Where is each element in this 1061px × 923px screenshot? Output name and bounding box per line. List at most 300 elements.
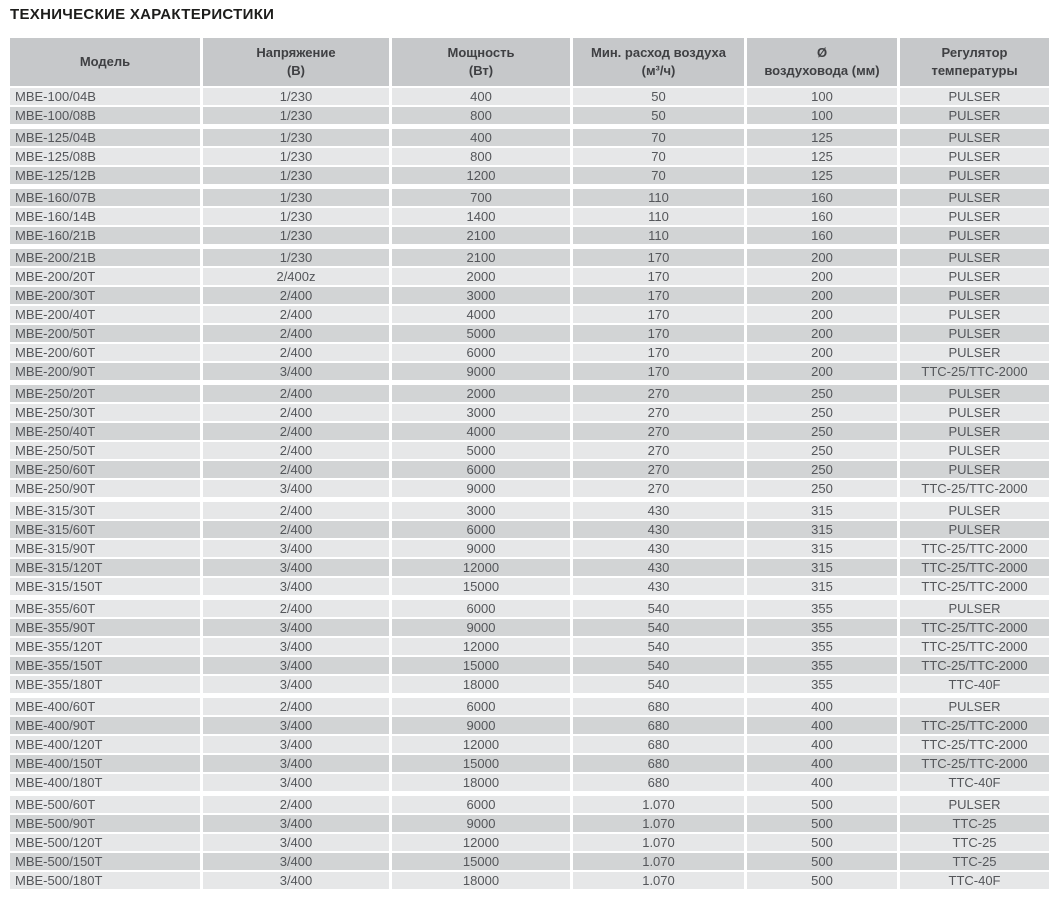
cell-power: 5000	[392, 442, 570, 459]
cell-airflow: 540	[573, 657, 744, 674]
cell-regulator: PULSER	[900, 461, 1049, 478]
cell-model: MBE-400/60T	[10, 698, 200, 715]
cell-model: MBE-355/90T	[10, 619, 200, 636]
cell-diameter: 200	[747, 363, 897, 380]
cell-model: MBE-355/150T	[10, 657, 200, 674]
cell-model: MBE-315/60T	[10, 521, 200, 538]
cell-diameter: 400	[747, 755, 897, 772]
cell-diameter: 500	[747, 815, 897, 832]
cell-airflow: 680	[573, 774, 744, 791]
column-header-regulator	[900, 38, 1049, 86]
cell-regulator: PULSER	[900, 404, 1049, 421]
table-row	[10, 287, 1052, 304]
cell-voltage: 3/400	[203, 676, 389, 693]
table-row	[10, 167, 1052, 184]
cell-airflow: 680	[573, 717, 744, 734]
cell-power: 18000	[392, 872, 570, 889]
column-header-unit: (м³/ч)	[641, 62, 676, 78]
cell-airflow: 270	[573, 423, 744, 440]
cell-voltage: 2/400	[203, 404, 389, 421]
cell-airflow: 430	[573, 521, 744, 538]
cell-model: MBE-500/120T	[10, 834, 200, 851]
table-row	[10, 480, 1052, 497]
cell-regulator: PULSER	[900, 189, 1049, 206]
cell-regulator: PULSER	[900, 306, 1049, 323]
cell-model: MBE-250/20T	[10, 385, 200, 402]
cell-voltage: 1/230	[203, 107, 389, 124]
cell-diameter: 315	[747, 578, 897, 595]
cell-voltage: 3/400	[203, 540, 389, 557]
cell-model: MBE-400/90T	[10, 717, 200, 734]
cell-airflow: 1.070	[573, 853, 744, 870]
cell-voltage: 2/400	[203, 698, 389, 715]
cell-diameter: 500	[747, 872, 897, 889]
cell-diameter: 200	[747, 249, 897, 266]
table-row	[10, 717, 1052, 734]
cell-voltage: 3/400	[203, 834, 389, 851]
cell-voltage: 3/400	[203, 736, 389, 753]
cell-power: 9000	[392, 717, 570, 734]
cell-regulator: TTC-25/TTC-2000	[900, 578, 1049, 595]
cell-voltage: 2/400	[203, 502, 389, 519]
cell-diameter: 250	[747, 480, 897, 497]
column-header-voltage	[203, 38, 389, 86]
cell-voltage: 3/400	[203, 755, 389, 772]
cell-power: 5000	[392, 325, 570, 342]
cell-voltage: 3/400	[203, 774, 389, 791]
cell-diameter: 100	[747, 107, 897, 124]
cell-model: MBE-200/60T	[10, 344, 200, 361]
cell-voltage: 2/400	[203, 325, 389, 342]
cell-model: MBE-315/150T	[10, 578, 200, 595]
cell-voltage: 2/400	[203, 344, 389, 361]
cell-model: MBE-355/180T	[10, 676, 200, 693]
cell-model: MBE-315/90T	[10, 540, 200, 557]
cell-airflow: 430	[573, 559, 744, 576]
cell-model: MBE-400/180T	[10, 774, 200, 791]
cell-voltage: 2/400	[203, 306, 389, 323]
cell-power: 400	[392, 129, 570, 146]
table-row	[10, 698, 1052, 715]
cell-model: MBE-125/12B	[10, 167, 200, 184]
cell-model: MBE-125/04B	[10, 129, 200, 146]
table-row	[10, 227, 1052, 244]
column-header-label: Напряжение	[256, 45, 336, 61]
cell-model: MBE-160/14B	[10, 208, 200, 225]
cell-regulator: PULSER	[900, 107, 1049, 124]
cell-regulator: PULSER	[900, 600, 1049, 617]
cell-power: 9000	[392, 540, 570, 557]
cell-power: 18000	[392, 774, 570, 791]
cell-power: 800	[392, 107, 570, 124]
cell-regulator: PULSER	[900, 796, 1049, 813]
table-row	[10, 107, 1052, 124]
cell-voltage: 3/400	[203, 480, 389, 497]
cell-voltage: 2/400	[203, 461, 389, 478]
cell-diameter: 125	[747, 167, 897, 184]
cell-diameter: 160	[747, 189, 897, 206]
cell-power: 1400	[392, 208, 570, 225]
cell-power: 12000	[392, 834, 570, 851]
cell-power: 18000	[392, 676, 570, 693]
cell-voltage: 3/400	[203, 872, 389, 889]
table-row	[10, 461, 1052, 478]
column-header-unit: воздуховода (мм)	[764, 62, 880, 78]
cell-regulator: TTC-25/TTC-2000	[900, 480, 1049, 497]
table-row	[10, 249, 1052, 266]
cell-power: 6000	[392, 461, 570, 478]
spec-table	[10, 38, 1052, 889]
cell-power: 400	[392, 88, 570, 105]
model-group-5	[10, 502, 1052, 595]
column-header-unit: температуры	[931, 62, 1018, 78]
table-row	[10, 189, 1052, 206]
column-header-label: Мин. расход воздуха	[591, 45, 726, 61]
cell-voltage: 1/230	[203, 88, 389, 105]
page-title: ТЕХНИЧЕСКИЕ ХАРАКТЕРИСТИКИ	[10, 6, 275, 23]
cell-airflow: 50	[573, 107, 744, 124]
table-row	[10, 385, 1052, 402]
cell-voltage: 2/400	[203, 423, 389, 440]
table-row	[10, 325, 1052, 342]
cell-power: 6000	[392, 698, 570, 715]
cell-regulator: PULSER	[900, 227, 1049, 244]
cell-power: 6000	[392, 521, 570, 538]
cell-regulator: TTC-25/TTC-2000	[900, 657, 1049, 674]
table-row	[10, 559, 1052, 576]
cell-airflow: 70	[573, 167, 744, 184]
cell-airflow: 540	[573, 619, 744, 636]
cell-diameter: 355	[747, 676, 897, 693]
cell-airflow: 430	[573, 540, 744, 557]
model-group-2	[10, 189, 1052, 244]
table-row	[10, 774, 1052, 791]
cell-airflow: 170	[573, 363, 744, 380]
cell-voltage: 3/400	[203, 638, 389, 655]
cell-power: 15000	[392, 657, 570, 674]
column-header-label: Модель	[79, 53, 131, 69]
cell-power: 1200	[392, 167, 570, 184]
table-row	[10, 638, 1052, 655]
cell-diameter: 500	[747, 834, 897, 851]
cell-voltage: 1/230	[203, 129, 389, 146]
cell-regulator: TTC-25	[900, 834, 1049, 851]
cell-regulator: PULSER	[900, 148, 1049, 165]
cell-diameter: 500	[747, 853, 897, 870]
column-header-label: Регулятор	[941, 45, 1008, 61]
model-group-0	[10, 88, 1052, 124]
cell-model: MBE-315/120T	[10, 559, 200, 576]
model-group-1	[10, 129, 1052, 184]
table-row	[10, 853, 1052, 870]
cell-power: 6000	[392, 600, 570, 617]
column-header-unit: (Вт)	[468, 62, 494, 78]
cell-regulator: PULSER	[900, 521, 1049, 538]
cell-regulator: PULSER	[900, 698, 1049, 715]
cell-diameter: 250	[747, 442, 897, 459]
table-row	[10, 796, 1052, 813]
cell-model: MBE-250/60T	[10, 461, 200, 478]
column-header-airflow	[573, 38, 744, 86]
cell-airflow: 110	[573, 208, 744, 225]
cell-diameter: 400	[747, 774, 897, 791]
cell-voltage: 3/400	[203, 815, 389, 832]
cell-model: MBE-355/120T	[10, 638, 200, 655]
cell-airflow: 540	[573, 600, 744, 617]
table-header-row	[10, 38, 1052, 86]
cell-airflow: 270	[573, 442, 744, 459]
table-row	[10, 676, 1052, 693]
cell-voltage: 2/400	[203, 287, 389, 304]
cell-model: MBE-200/40T	[10, 306, 200, 323]
cell-diameter: 250	[747, 461, 897, 478]
cell-power: 12000	[392, 638, 570, 655]
cell-power: 2100	[392, 249, 570, 266]
cell-power: 3000	[392, 502, 570, 519]
cell-diameter: 160	[747, 208, 897, 225]
cell-diameter: 315	[747, 521, 897, 538]
cell-voltage: 3/400	[203, 853, 389, 870]
cell-regulator: PULSER	[900, 208, 1049, 225]
cell-power: 9000	[392, 815, 570, 832]
cell-model: MBE-250/30T	[10, 404, 200, 421]
cell-airflow: 540	[573, 676, 744, 693]
table-row	[10, 834, 1052, 851]
cell-regulator: TTC-25/TTC-2000	[900, 755, 1049, 772]
cell-diameter: 355	[747, 619, 897, 636]
table-row	[10, 540, 1052, 557]
cell-voltage: 2/400	[203, 442, 389, 459]
cell-regulator: PULSER	[900, 502, 1049, 519]
cell-diameter: 250	[747, 385, 897, 402]
cell-airflow: 170	[573, 287, 744, 304]
table-row	[10, 306, 1052, 323]
cell-regulator: TTC-25/TTC-2000	[900, 619, 1049, 636]
cell-diameter: 160	[747, 227, 897, 244]
cell-regulator: PULSER	[900, 167, 1049, 184]
cell-regulator: PULSER	[900, 385, 1049, 402]
cell-power: 800	[392, 148, 570, 165]
cell-airflow: 1.070	[573, 872, 744, 889]
cell-power: 15000	[392, 755, 570, 772]
cell-model: MBE-250/40T	[10, 423, 200, 440]
cell-airflow: 110	[573, 189, 744, 206]
table-row	[10, 423, 1052, 440]
table-row	[10, 521, 1052, 538]
cell-airflow: 430	[573, 578, 744, 595]
cell-airflow: 70	[573, 129, 744, 146]
cell-model: MBE-200/50T	[10, 325, 200, 342]
cell-airflow: 170	[573, 268, 744, 285]
cell-regulator: TTC-25	[900, 815, 1049, 832]
cell-airflow: 70	[573, 148, 744, 165]
cell-model: MBE-200/21B	[10, 249, 200, 266]
cell-airflow: 170	[573, 249, 744, 266]
cell-model: MBE-355/60T	[10, 600, 200, 617]
cell-diameter: 100	[747, 88, 897, 105]
column-header-diameter	[747, 38, 897, 86]
table-row	[10, 442, 1052, 459]
cell-voltage: 1/230	[203, 208, 389, 225]
cell-voltage: 1/230	[203, 249, 389, 266]
cell-diameter: 400	[747, 717, 897, 734]
cell-regulator: PULSER	[900, 442, 1049, 459]
cell-model: MBE-250/90T	[10, 480, 200, 497]
table-row	[10, 578, 1052, 595]
cell-power: 6000	[392, 344, 570, 361]
cell-regulator: TTC-25/TTC-2000	[900, 638, 1049, 655]
cell-voltage: 2/400	[203, 796, 389, 813]
model-group-3	[10, 249, 1052, 380]
cell-model: MBE-200/20T	[10, 268, 200, 285]
table-row	[10, 363, 1052, 380]
cell-voltage: 1/230	[203, 227, 389, 244]
cell-model: MBE-100/08B	[10, 107, 200, 124]
cell-regulator: TTC-40F	[900, 774, 1049, 791]
cell-voltage: 3/400	[203, 717, 389, 734]
cell-voltage: 2/400	[203, 600, 389, 617]
cell-voltage: 1/230	[203, 148, 389, 165]
cell-regulator: TTC-40F	[900, 872, 1049, 889]
table-row	[10, 600, 1052, 617]
table-row	[10, 736, 1052, 753]
cell-diameter: 355	[747, 657, 897, 674]
cell-airflow: 430	[573, 502, 744, 519]
cell-airflow: 170	[573, 344, 744, 361]
cell-voltage: 3/400	[203, 559, 389, 576]
cell-diameter: 355	[747, 600, 897, 617]
model-group-6	[10, 600, 1052, 693]
cell-power: 9000	[392, 363, 570, 380]
cell-diameter: 400	[747, 736, 897, 753]
table-row	[10, 815, 1052, 832]
table-row	[10, 872, 1052, 889]
cell-diameter: 200	[747, 325, 897, 342]
table-row	[10, 344, 1052, 361]
cell-power: 9000	[392, 619, 570, 636]
cell-diameter: 315	[747, 540, 897, 557]
cell-diameter: 400	[747, 698, 897, 715]
cell-airflow: 110	[573, 227, 744, 244]
table-row	[10, 502, 1052, 519]
cell-model: MBE-500/180T	[10, 872, 200, 889]
model-group-7	[10, 698, 1052, 791]
cell-diameter: 200	[747, 287, 897, 304]
cell-airflow: 680	[573, 736, 744, 753]
cell-airflow: 270	[573, 461, 744, 478]
cell-airflow: 270	[573, 404, 744, 421]
table-row	[10, 619, 1052, 636]
table-body	[10, 88, 1052, 889]
cell-regulator: PULSER	[900, 344, 1049, 361]
cell-model: MBE-100/04B	[10, 88, 200, 105]
cell-airflow: 1.070	[573, 815, 744, 832]
cell-airflow: 680	[573, 755, 744, 772]
cell-voltage: 3/400	[203, 619, 389, 636]
cell-power: 3000	[392, 287, 570, 304]
table-row	[10, 129, 1052, 146]
cell-airflow: 170	[573, 306, 744, 323]
column-header-label: Ø	[816, 45, 828, 61]
cell-model: MBE-500/150T	[10, 853, 200, 870]
cell-voltage: 2/400	[203, 521, 389, 538]
cell-regulator: TTC-40F	[900, 676, 1049, 693]
cell-power: 4000	[392, 306, 570, 323]
cell-airflow: 270	[573, 385, 744, 402]
cell-regulator: TTC-25/TTC-2000	[900, 717, 1049, 734]
column-header-label: Мощность	[447, 45, 515, 61]
model-group-8	[10, 796, 1052, 889]
model-group-4	[10, 385, 1052, 497]
table-row	[10, 404, 1052, 421]
cell-airflow: 680	[573, 698, 744, 715]
cell-model: MBE-160/21B	[10, 227, 200, 244]
cell-model: MBE-125/08B	[10, 148, 200, 165]
cell-diameter: 250	[747, 404, 897, 421]
cell-power: 12000	[392, 559, 570, 576]
cell-voltage: 3/400	[203, 363, 389, 380]
cell-airflow: 540	[573, 638, 744, 655]
cell-power: 4000	[392, 423, 570, 440]
cell-diameter: 200	[747, 268, 897, 285]
cell-airflow: 270	[573, 480, 744, 497]
cell-power: 700	[392, 189, 570, 206]
cell-regulator: TTC-25/TTC-2000	[900, 363, 1049, 380]
cell-voltage: 1/230	[203, 167, 389, 184]
cell-diameter: 500	[747, 796, 897, 813]
cell-voltage: 1/230	[203, 189, 389, 206]
cell-power: 3000	[392, 404, 570, 421]
cell-voltage: 2/400z	[203, 268, 389, 285]
cell-regulator: PULSER	[900, 423, 1049, 440]
cell-model: MBE-315/30T	[10, 502, 200, 519]
cell-voltage: 3/400	[203, 657, 389, 674]
cell-regulator: PULSER	[900, 325, 1049, 342]
cell-airflow: 170	[573, 325, 744, 342]
cell-diameter: 200	[747, 306, 897, 323]
cell-airflow: 1.070	[573, 796, 744, 813]
cell-power: 9000	[392, 480, 570, 497]
cell-airflow: 50	[573, 88, 744, 105]
cell-regulator: TTC-25/TTC-2000	[900, 559, 1049, 576]
cell-power: 12000	[392, 736, 570, 753]
cell-power: 2000	[392, 268, 570, 285]
cell-power: 6000	[392, 796, 570, 813]
cell-diameter: 315	[747, 502, 897, 519]
table-row	[10, 268, 1052, 285]
cell-diameter: 315	[747, 559, 897, 576]
table-row	[10, 88, 1052, 105]
cell-model: MBE-500/90T	[10, 815, 200, 832]
cell-model: MBE-400/120T	[10, 736, 200, 753]
column-header-power	[392, 38, 570, 86]
cell-diameter: 250	[747, 423, 897, 440]
table-row	[10, 208, 1052, 225]
cell-regulator: PULSER	[900, 129, 1049, 146]
table-row	[10, 755, 1052, 772]
cell-airflow: 1.070	[573, 834, 744, 851]
cell-diameter: 355	[747, 638, 897, 655]
cell-regulator: PULSER	[900, 249, 1049, 266]
cell-regulator: TTC-25/TTC-2000	[900, 540, 1049, 557]
cell-model: MBE-400/150T	[10, 755, 200, 772]
cell-regulator: PULSER	[900, 287, 1049, 304]
cell-regulator: PULSER	[900, 88, 1049, 105]
cell-model: MBE-500/60T	[10, 796, 200, 813]
cell-regulator: TTC-25/TTC-2000	[900, 736, 1049, 753]
cell-regulator: TTC-25	[900, 853, 1049, 870]
cell-model: MBE-160/07B	[10, 189, 200, 206]
